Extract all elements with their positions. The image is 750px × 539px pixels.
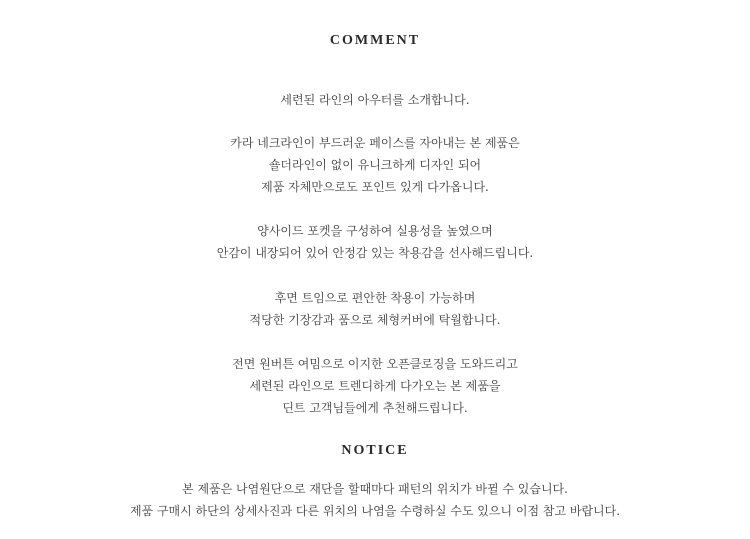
notice-paragraph bbox=[0, 478, 750, 522]
comment-line: 안감이 내장되어 있어 안정감 있는 착용감을 선사해드립니다. bbox=[216, 246, 534, 260]
comment-line: 적당한 기장감과 품으로 체형커버에 탁월합니다. bbox=[249, 313, 501, 327]
comment-paragraph-2 bbox=[0, 132, 750, 198]
comment-line: 딘트 고객님들에게 추천해드립니다. bbox=[282, 401, 468, 415]
comment-paragraph-3 bbox=[0, 220, 750, 264]
comment-line: 양사이드 포켓을 구성하여 실용성을 높였으며 bbox=[257, 224, 493, 238]
comment-paragraph-1 bbox=[0, 89, 750, 111]
notice-line: 본 제품은 나염원단으로 재단을 할때마다 패턴의 위치가 바뀔 수 있습니다. bbox=[182, 482, 568, 496]
comment-heading: COMMENT bbox=[329, 33, 421, 48]
comment-line: 후면 트임으로 편안한 착용이 가능하며 bbox=[274, 291, 476, 305]
comment-line: 카라 네크라인이 부드러운 페이스를 자아내는 본 제품은 bbox=[230, 136, 520, 150]
comment-line: 제품 자체만으로도 포인트 있게 다가옵니다. bbox=[261, 180, 489, 194]
notice-heading: NOTICE bbox=[341, 443, 409, 458]
comment-line: 전면 원버튼 여밈으로 이지한 오픈클로징을 도와드리고 bbox=[232, 357, 518, 371]
notice-line: 제품 구매시 하단의 상세사진과 다른 위치의 나염을 수령하실 수도 있으니 이점 참고 바랍니다. bbox=[129, 504, 621, 518]
comment-paragraph-5 bbox=[0, 353, 750, 419]
comment-paragraph-4 bbox=[0, 287, 750, 331]
comment-line: 숄더라인이 없이 유니크하게 디자인 되어 bbox=[268, 158, 482, 172]
comment-line: 세련된 라인으로 트렌디하게 다가오는 본 제품을 bbox=[249, 379, 501, 393]
comment-line: 세련된 라인의 아우터를 소개합니다. bbox=[280, 93, 470, 107]
